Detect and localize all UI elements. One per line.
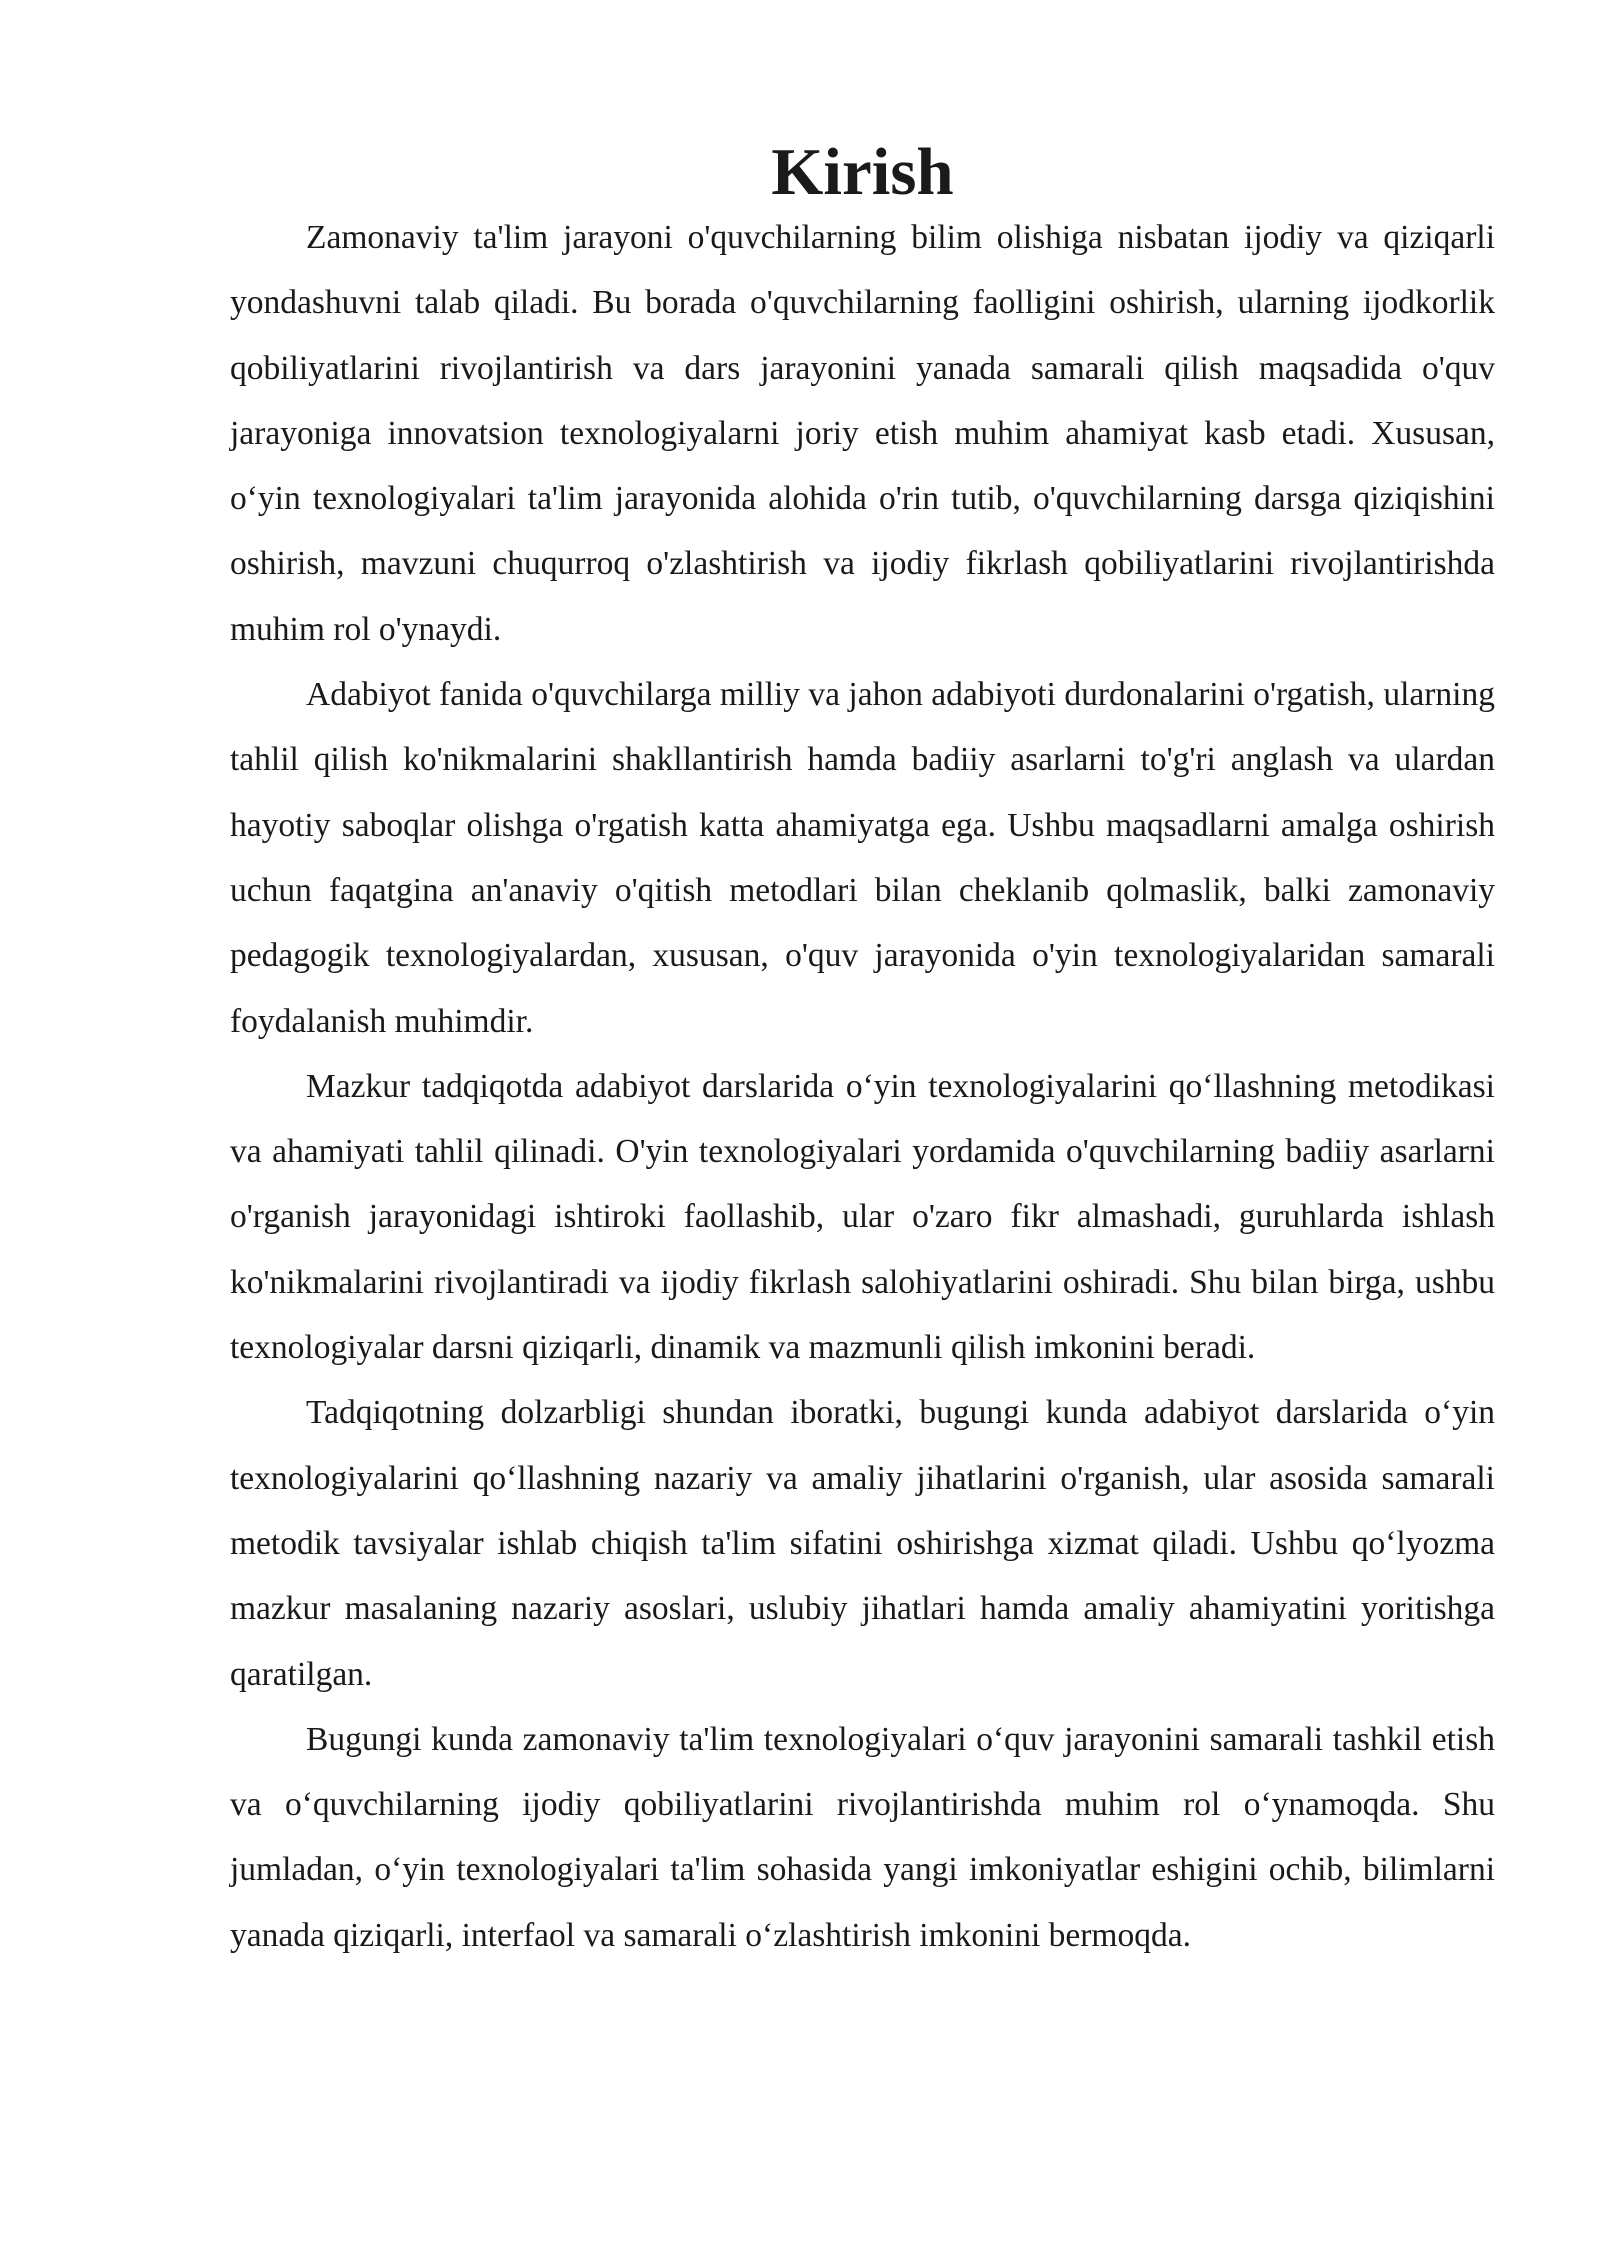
paragraph-4: Tadqiqotning dolzarbligi shundan iboratki, bugungi kunda adabiyot darslarida o‘yin texnologiyalarini qo‘llashning nazariy va amaliy jihatlarini o'rganish, ular asosida samarali metodik tavsiyalar ishlab chiqish ta'lim sifatini oshirishga xizmat qiladi. Ushbu qo‘lyozma mazkur masalaning nazariy asoslari, uslubiy jihatlari hamda amaliy ahamiyatini yoritishga qaratilgan.: [230, 1394, 1495, 1693]
document-body: [230, 135, 1495, 1968]
page-title: Kirish: [771, 135, 954, 209]
paragraph-1: Zamonaviy ta'lim jarayoni o'quvchilarning bilim olishiga nisbatan ijodiy va qiziqarli yondashuvni talab qiladi. Bu borada o'quvchilarning faolligini oshirish, ularning ijodkorlik qobiliyatlarini rivojlantirish va dars jarayonini yanada samarali qilish maqsadida o'quv jarayoniga innovatsion texnologiyalarni joriy etish muhim ahamiyat kasb etadi. Xususan, o‘yin texnologiyalari ta'lim jarayonida alohida o'rin tutib, o'quvchilarning darsga qiziqishini oshirish, mavzuni chuqurroq o'zlashtirish va ijodiy fikrlash qobiliyatlarini rivojlantirishda muhim rol o'ynaydi.: [230, 219, 1495, 648]
paragraph-5: Bugungi kunda zamonaviy ta'lim texnologiyalari o‘quv jarayonini samarali tashkil etish va o‘quvchilarning ijodiy qobiliyatlarini rivojlantirishda muhim rol o‘ynamoqda. Shu jumladan, o‘yin texnologiyalari ta'lim sohasida yangi imkoniyatlar eshigini ochib, bilimlarni yanada qiziqarli, interfaol va samarali o‘zlashtirish imkonini bermoqda.: [230, 1720, 1495, 1954]
paragraph-2: Adabiyot fanida o'quvchilarga milliy va jahon adabiyoti durdonalarini o'rgatish, ularning tahlil qilish ko'nikmalarini shakllantirish hamda badiiy asarlarni to'g'ri anglash va ulardan hayotiy saboqlar olishga o'rgatish katta ahamiyatga ega. Ushbu maqsadlarni amalga oshirish uchun faqatgina an'anaviy o'qitish metodlari bilan cheklanib qolmaslik, balki zamonaviy pedagogik texnologiyalardan, xususan, o'quv jarayonida o'yin texnologiyalaridan samarali foydalanish muhimdir.: [230, 676, 1495, 1040]
paragraph-3: Mazkur tadqiqotda adabiyot darslarida o‘yin texnologiyalarini qo‘llashning metodikasi va ahamiyati tahlil qilinadi. O'yin texnologiyalari yordamida o'quvchilarning badiiy asarlarni o'rganish jarayonidagi ishtiroki faollashib, ular o'zaro fikr almashadi, guruhlarda ishlash ko'nikmalarini rivojlantiradi va ijodiy fikrlash salohiyatlarini oshiradi. Shu bilan birga, ushbu texnologiyalar darsni qiziqarli, dinamik va mazmunli qilish imkonini beradi.: [230, 1067, 1495, 1367]
